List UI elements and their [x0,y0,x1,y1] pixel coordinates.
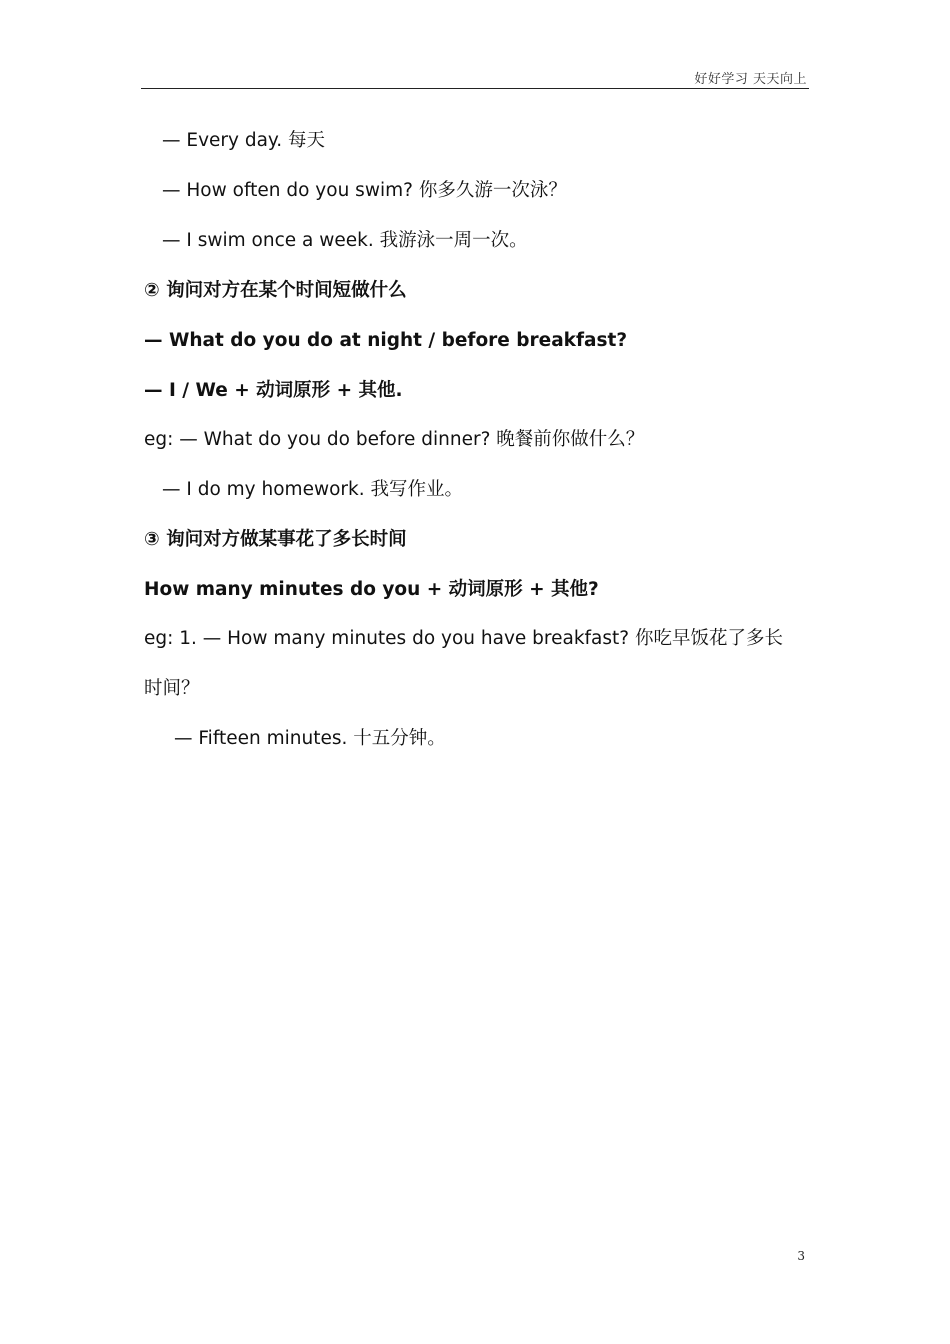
page-number: 3 [797,1249,805,1263]
pattern-how-many-minutes: How many minutes do you + 动词原形 + 其他? [144,579,599,600]
example-breakfast-minutes: eg: 1. — How many minutes do you have breakfast? 你吃早饭花了多长 [144,628,783,649]
question-how-often-swim: — How often do you swim? 你多久游一次泳？ [162,180,567,201]
section-heading-2: ② 询问对方在某个时间短做什么 [144,280,407,301]
answer-swim-once-week: — I swim once a week. 我游泳一周一次。 [162,230,528,251]
page-header-text: 好好学习 天天向上 [694,72,807,87]
header-divider [141,88,809,89]
pattern-answer-i-we: — I / We + 动词原形 + 其他. [144,380,403,401]
example-breakfast-minutes-continued: 时间？ [144,678,200,699]
pattern-question-what-do-you-do: — What do you do at night / before breakfast? [144,330,628,351]
answer-fifteen-minutes: — Fifteen minutes. 十五分钟。 [174,728,446,749]
section-heading-3: ③ 询问对方做某事花了多长时间 [144,529,407,550]
answer-homework: — I do my homework. 我写作业。 [162,479,463,500]
answer-every-day: — Every day. 每天 [162,130,325,151]
example-before-dinner: eg: — What do you do before dinner? 晚餐前你做什么？ [144,429,645,450]
